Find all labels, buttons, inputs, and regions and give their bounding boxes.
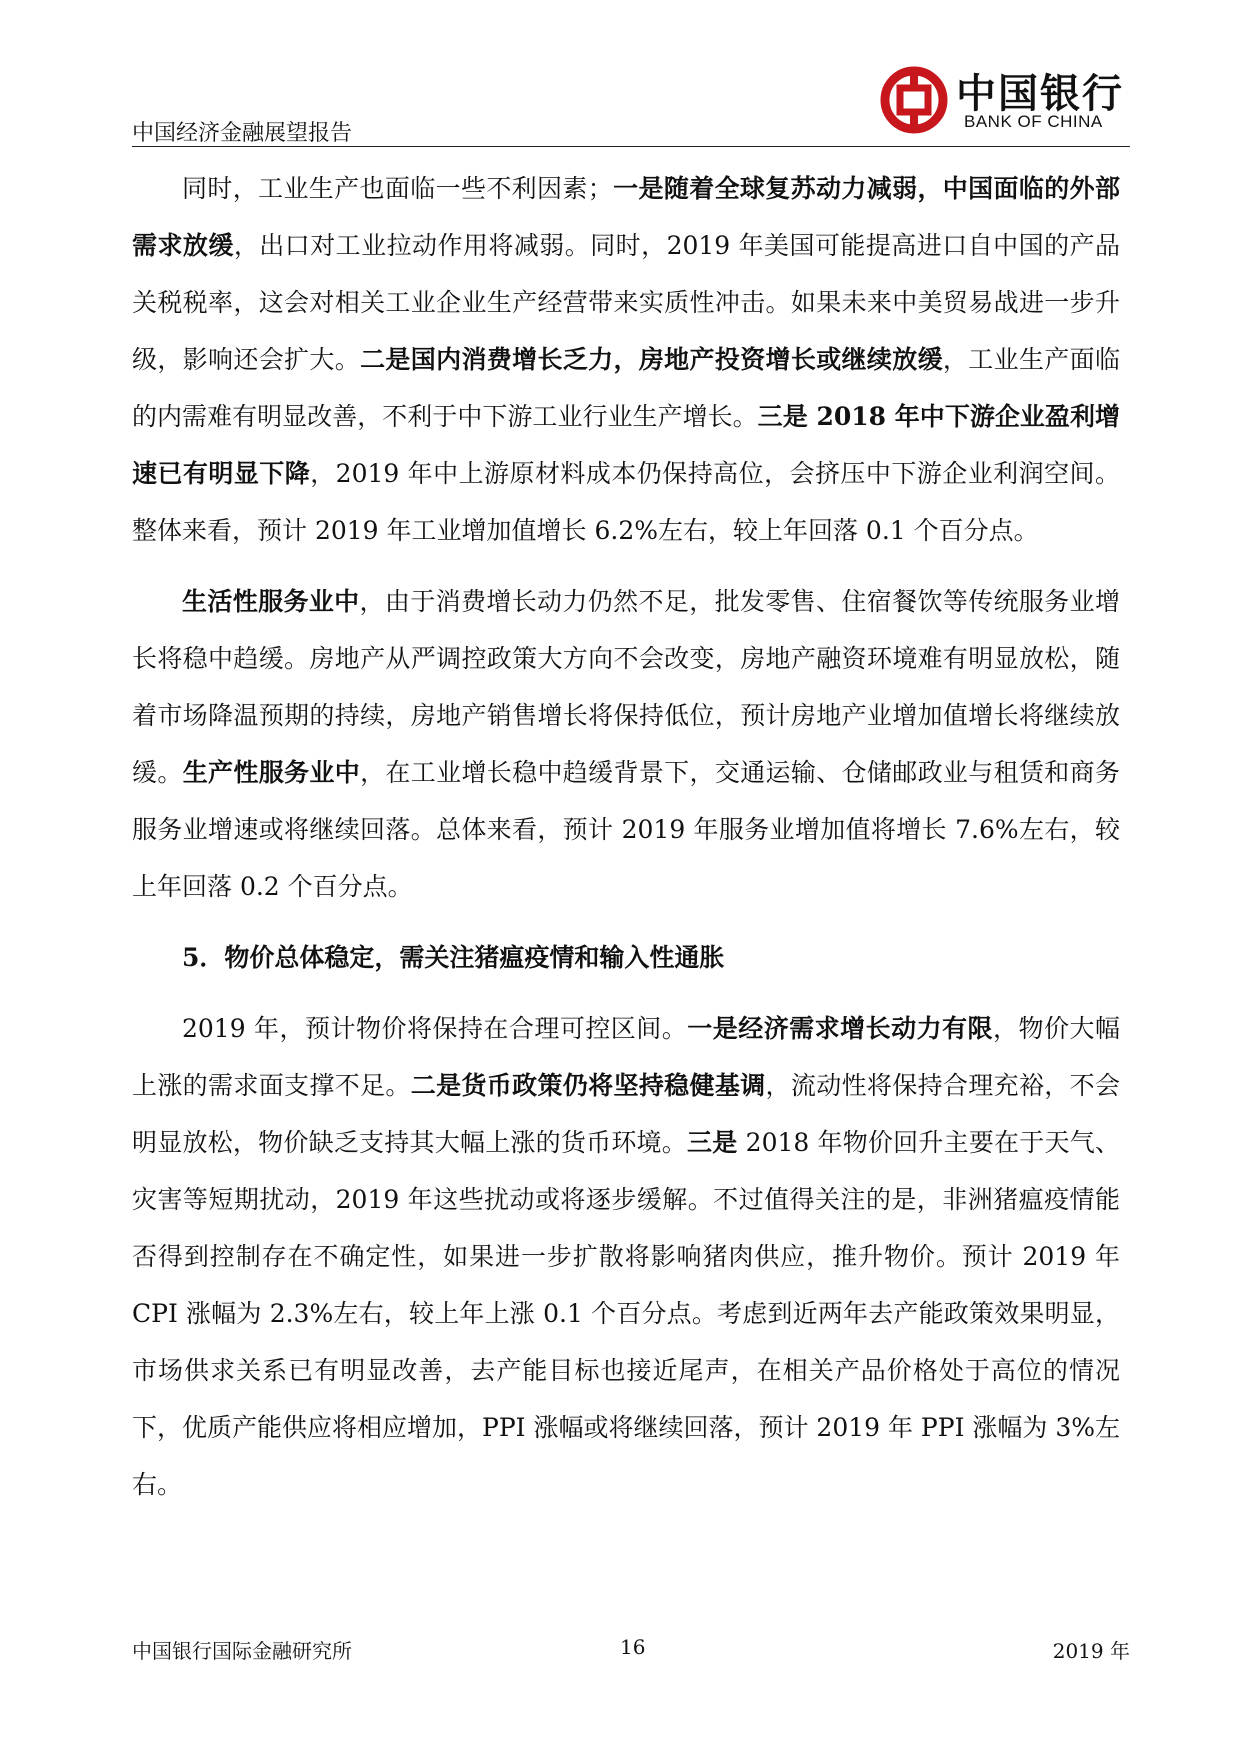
emphasis-text: 二是货币政策仍将坚持稳健基调 xyxy=(410,1071,766,1100)
paragraph-text: ，由于消费增长动力仍然不足，批发零售、住宿餐饮等传统服务业增长将稳中趋缓。房地产从严调控政策大方向不会改变，房地产融资环境难有明显放松，随着市场降温预期的持续，房地产销售增长将保持低位，预计房地产业增加值增长将继续放缓。 xyxy=(132,587,1120,787)
bank-name-en: BANK OF CHINA xyxy=(964,112,1103,131)
paragraph-text: ，在工业增长稳中趋缓背景下，交通运输、仓储邮政业与租赁和商务服务业增速或将继续回落。总体来看，预计 2019 年服务业增加值将增长 7.6%左右，较上年回落 0.2 个百分点。 xyxy=(132,758,1120,901)
emphasis-text: 二是国内消费增长乏力，房地产投资增长或继续放缓 xyxy=(360,345,943,374)
paragraph-text: ，工业生产面临的内需难有明显改善，不利于中下游工业行业生产增长。 xyxy=(132,345,1120,431)
emphasis-text: 三是 xyxy=(687,1128,738,1157)
document-body xyxy=(132,160,1120,1527)
paragraph-text: ，物价大幅上涨的需求面支撑不足。 xyxy=(132,1014,1120,1100)
report-title: 中国经济金融展望报告 xyxy=(132,121,353,146)
emphasis-text: 生产性服务业中 xyxy=(182,758,361,787)
emphasis-text: 一是随着全球复苏动力减弱，中国面临的外部需求放缓 xyxy=(132,174,1120,260)
bank-emblem-icon xyxy=(880,66,948,134)
paragraph-text: 2019 年，预计物价将保持在合理可控区间。 xyxy=(182,1014,688,1043)
bank-name-cn: 中国银行 xyxy=(956,70,1124,117)
paragraph-text: ，2019 年中上游原材料成本仍保持高位，会挤压中下游企业利润空间。整体来看，预计 2019 年工业增加值增长 6.2%左右，较上年回落 0.1 个百分点。 xyxy=(132,459,1120,545)
emphasis-text: 一是经济需求增长动力有限 xyxy=(687,1014,994,1043)
header-divider xyxy=(132,146,1130,147)
section-heading: 5．物价总体稳定，需关注猪瘟疫情和输入性通胀 xyxy=(182,943,725,972)
page-number: 16 xyxy=(620,1635,646,1659)
paragraph-text: ，流动性将保持合理充裕，不会明显放松，物价缺乏支持其大幅上涨的货币环境。 xyxy=(132,1071,1120,1157)
footer-institute: 中国银行国际金融研究所 xyxy=(132,1639,352,1663)
body-paragraph xyxy=(132,160,1120,559)
paragraph-text: 同时，工业生产也面临一些不利因素； xyxy=(182,174,613,203)
footer-year: 2019 年 xyxy=(1052,1639,1130,1663)
emphasis-text: 生活性服务业中 xyxy=(182,587,360,616)
paragraph-text: 2018 年物价回升主要在于天气、灾害等短期扰动，2019 年这些扰动或将逐步缓解。不过值得关注的是，非洲猪瘟疫情能否得到控制存在不确定性，如果进一步扩散将影响猪肉供应，推升物价。预计 2019 年 CPI 涨幅为 2.3%左右，较上年上涨 0.1 个百分点。考虑到近两年去产能政策效果明显，市场供求关系已有明显改善，去产能目标也接近尾声，在相关产品价格处于高位的情况下，优质产能供应将相应增加，PPI 涨幅或将继续回落，预计 2019 年 PPI 涨幅为 3%左右。 xyxy=(132,1128,1121,1499)
body-paragraph xyxy=(132,573,1120,915)
emphasis-text: 三是 2018 年中下游企业盈利增速已有明显下降 xyxy=(132,402,1120,488)
body-paragraph xyxy=(132,1000,1120,1513)
paragraph-text: ，出口对工业拉动作用将减弱。同时，2019 年美国可能提高进口自中国的产品关税税率，这会对相关工业企业生产经营带来实质性冲击。如果未来中美贸易战进一步升级，影响还会扩大。 xyxy=(132,231,1120,374)
bank-logo xyxy=(880,62,1140,142)
